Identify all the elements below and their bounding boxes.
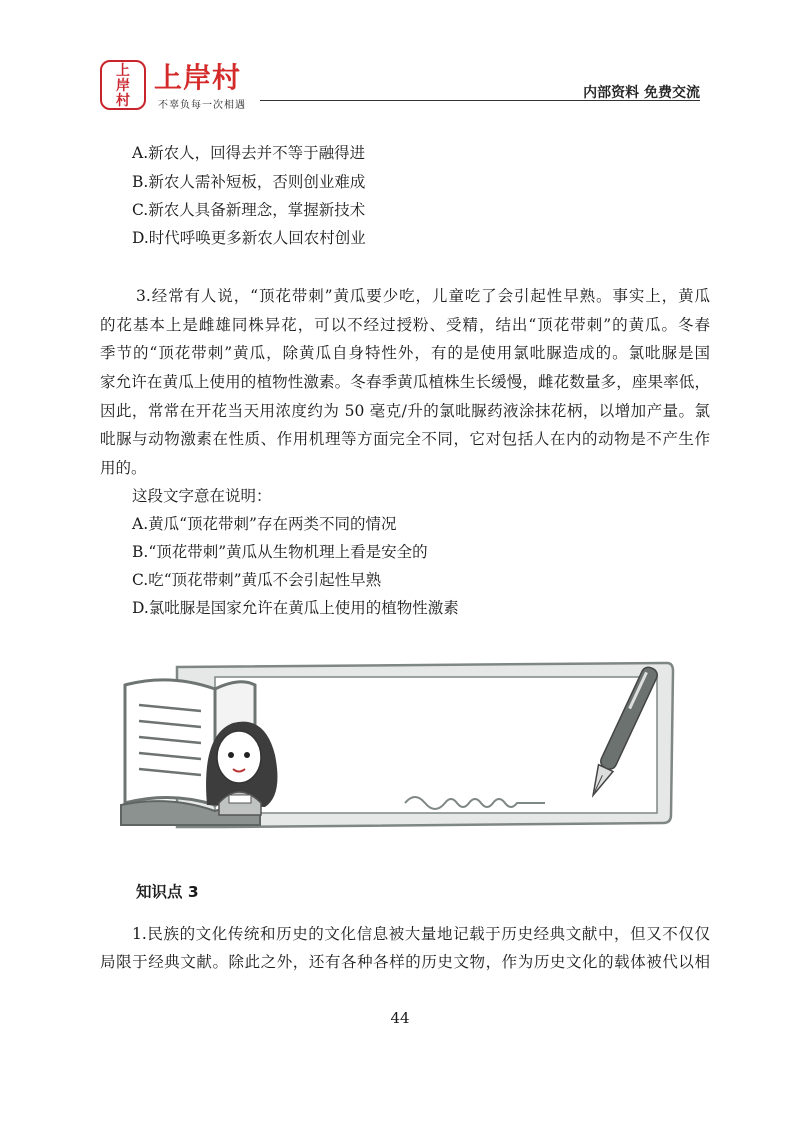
question-3-prompt: 这段文字意在说明： <box>132 487 272 505</box>
seal-char: 岸 <box>116 78 130 94</box>
seal-char: 村 <box>116 93 130 109</box>
option-q2-d: D.时代呼唤更多新农人回农村创业 <box>132 229 366 247</box>
question-3-line: 吡脲与动物激素在性质、作用机理等方面完全不同，它对包括人在内的动物是不产生作 <box>100 430 710 448</box>
header-tag: 内部资料 免费交流 <box>583 85 700 101</box>
section-body-line: 局限于经典文献。除此之外，还有各种各样的历史文物，作为历史文化的载体被代以相 <box>100 953 710 971</box>
section-body-line: 1.民族的文化传统和历史的文化信息被大量地记载于历史经典文献中，但又不仅仅 <box>132 925 710 943</box>
decorative-illustration <box>115 655 705 835</box>
option-q3-b: B.“顶花带刺”黄瓜从生物机理上看是安全的 <box>132 543 428 561</box>
option-q2-c: C.新农人具备新理念，掌握新技术 <box>132 201 366 219</box>
option-q3-d: D.氯吡脲是国家允许在黄瓜上使用的植物性激素 <box>132 599 459 617</box>
seal-char: 上 <box>116 63 130 79</box>
section-title: 知识点 3 <box>136 883 199 901</box>
question-3-line: 家允许在黄瓜上使用的植物性激素。冬春季黄瓜植株生长缓慢，雌花数量多，座果率低， <box>100 373 710 391</box>
page-header <box>100 60 700 116</box>
brand-seal-logo <box>100 60 146 110</box>
question-3-line: 季节的“顶花带刺”黄瓜，除黄瓜自身特性外，有的是使用氯吡脲造成的。氯吡脲是国 <box>100 344 710 362</box>
brand-name: 上岸村 <box>154 61 242 94</box>
option-q3-a: A.黄瓜“顶花带刺”存在两类不同的情况 <box>132 515 397 533</box>
option-q3-c: C.吃“顶花带刺”黄瓜不会引起性早熟 <box>132 571 382 589</box>
question-3-line: 3.经常有人说，“顶花带刺”黄瓜要少吃，儿童吃了会引起性早熟。事实上，黄瓜 <box>136 287 710 305</box>
page-number: 44 <box>390 1009 410 1027</box>
option-q2-b: B.新农人需补短板，否则创业难成 <box>132 173 366 191</box>
question-3-line: 因此，常常在开花当天用浓度约为 50 毫克/升的氯吡脲药液涂抹花柄，以增加产量。氯 <box>100 402 710 420</box>
option-q2-a: A.新农人，回得去并不等于融得进 <box>132 144 366 162</box>
brand-slogan: 不辜负每一次相遇 <box>158 100 246 111</box>
question-3-line: 的花基本上是雌雄同株异花，可以不经过授粉、受精，结出“顶花带刺”的黄瓜。冬春 <box>100 316 710 334</box>
question-3-line: 用的。 <box>100 459 147 477</box>
